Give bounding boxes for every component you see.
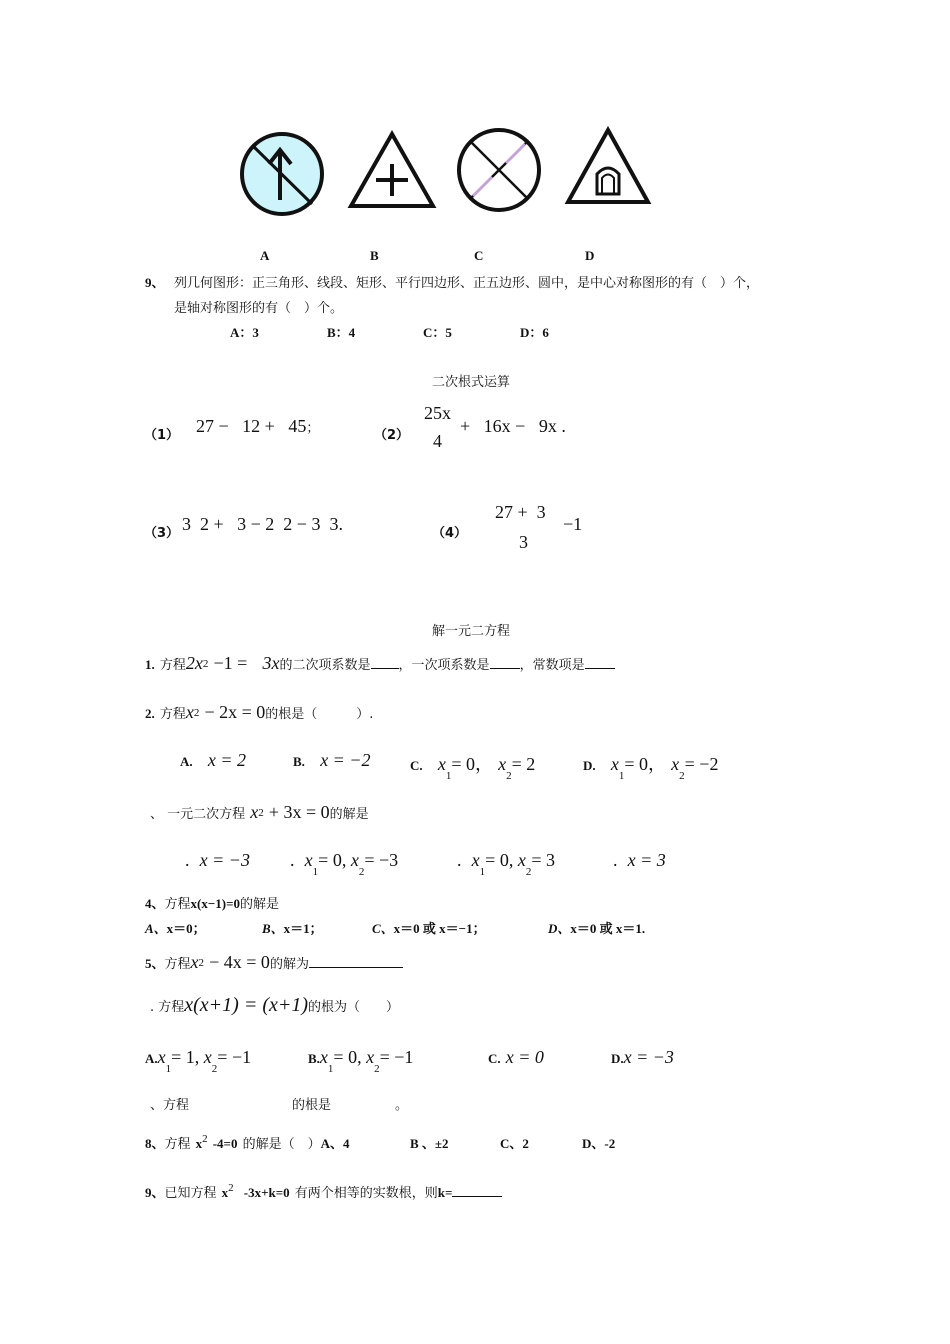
sign-b-crossroad-triangle [351, 134, 433, 206]
qd-q3-opt-d-expr: x = 3 [627, 850, 666, 870]
p1-end: ； [306, 421, 320, 436]
qd-q4-number: 4、 [145, 896, 165, 911]
qd-q2-number: 2 [145, 706, 152, 721]
qd-q4 [145, 893, 279, 912]
qd-q2-opt-d-label: D [583, 758, 593, 773]
qd-q6-opt-a-x1: x [157, 1047, 166, 1067]
q9-option-a: A：3 [230, 325, 259, 340]
qd-q2-opt-b-expr: x = −2 [320, 750, 371, 770]
qd-q3-opt-b: . $x_1= 0$, $x_2= -3$ [290, 850, 399, 878]
qd-q3-opt-c-v2: = 3 [531, 850, 555, 870]
qd-q8 [145, 1133, 349, 1152]
p4-denominator: 3 [519, 532, 528, 552]
sign-c-x-circle [459, 130, 539, 210]
qd-q4-opt-a-expr: x＝0； [166, 921, 206, 936]
qd-q6-opt-b-s2: 2 [374, 1063, 380, 1075]
qd-q4-opt-a-label: A、 [145, 921, 167, 936]
qd-q6-opt-b-x2: x [366, 1047, 375, 1067]
qd-q8-opt-c: C、2 [500, 1136, 529, 1151]
qd-q4-opt-b [262, 918, 323, 937]
qd-q5-expr-a: x [190, 952, 199, 972]
qd-q4-text: 的解是 [240, 897, 280, 912]
p1-term1: 27 [196, 416, 214, 436]
qd-q1-blank3[interactable] [585, 656, 615, 669]
qd-q1-sup: 2 [202, 658, 209, 670]
p1-op2: + [264, 416, 275, 436]
qd-q4-opt-d [548, 918, 645, 937]
qd-q2-sup: 2 [193, 707, 200, 719]
qd-q2-expr-a: x [185, 702, 194, 722]
qd-q3-opt-c-s2: 2 [525, 866, 532, 878]
qd-q2-opt-d-v2: = −2 [684, 754, 719, 774]
qd-q2-opt-d-s1: 1 [618, 770, 625, 782]
qd-q7-mid: 的根是 [292, 1098, 332, 1113]
qd-q2-expr-b: − 2x = 0 [204, 702, 266, 722]
qd-q2-opt-d-v1: = 0， [624, 754, 667, 774]
q9-number: 9、 [145, 275, 165, 290]
qd-q3-text: 的解是 [329, 807, 369, 822]
qd-q3-expr-a: x [250, 802, 259, 822]
radical-p3-expr [182, 514, 343, 535]
qd-q2-opt-b: B. x = −2 [293, 750, 371, 770]
p2-denominator: 4 [433, 431, 442, 451]
qd-q8-number: 8、 [145, 1136, 165, 1151]
qd-q3-opt-b-x2: x [350, 850, 359, 870]
qd-q1-pre: 方程 [159, 658, 186, 673]
qd-q6-opt-a [145, 1047, 251, 1075]
qd-q6-opt-a-v2: = −1 [217, 1047, 252, 1067]
qd-q9-expr-a: x [221, 1185, 229, 1200]
sign-label-b: B [370, 248, 379, 263]
p2-term3: 9x [538, 416, 557, 436]
qd-q8-expr-a: x [195, 1136, 203, 1151]
qd-q6-opt-a-s2: 2 [211, 1063, 218, 1075]
qd-q4-expr: x(x−1)=0 [190, 896, 241, 911]
qd-q4-opt-c-label: C、 [372, 921, 394, 936]
qd-q6 [150, 994, 399, 1017]
q9-option-d: D：6 [520, 325, 549, 340]
qd-q4-opt-a [145, 918, 206, 937]
qd-q3-opt-d: . x = 3 [613, 850, 666, 870]
qd-q3-opt-c-s1: 1 [479, 866, 486, 878]
qd-q2-opt-a: A. x = 2 [180, 750, 247, 770]
qd-q3-sup: 2 [258, 807, 264, 819]
qd-q1-blank2[interactable] [490, 656, 520, 669]
qd-q6-opt-b-v2: = −1 [379, 1047, 414, 1067]
qd-q9-expr-b: -3x+k=0 [243, 1185, 290, 1200]
p4-tail: −1 [563, 514, 583, 534]
qd-q6-opt-b-v1: = 0, [333, 1047, 367, 1067]
qd-q6-text: 的根为（ ） [308, 1000, 400, 1015]
qd-q1-expr-a: 2x [185, 653, 203, 673]
qd-q3 [150, 802, 369, 823]
qd-q2-opt-d-x1: x [610, 754, 619, 774]
qd-q6-opt-a-v1: = 1, [171, 1047, 204, 1067]
qd-q5-sup: 2 [198, 957, 205, 969]
qd-q8-expr-b: -4=0 [212, 1136, 238, 1151]
qd-q8-opt-a: A、4 [320, 1136, 350, 1151]
qd-q3-opt-c-x2: x [517, 850, 526, 870]
radical-p2-expr [460, 416, 566, 437]
qd-q3-opt-b-v2: = −3 [364, 850, 399, 870]
qd-q4-opt-b-label: B、 [262, 921, 284, 936]
sign-label-d: D [585, 248, 595, 263]
qd-q5-expr-b: − 4x = 0 [209, 952, 270, 972]
qd-q3-opt-b-s2: 2 [358, 866, 365, 878]
qd-q7-pre: 、方程 [150, 1098, 190, 1113]
qd-q2-opt-c-s1: 1 [445, 770, 452, 782]
q9-option-b: B：4 [327, 325, 356, 340]
qd-q6-opt-b-x1: x [319, 1047, 328, 1067]
qd-q2-opt-d: D. $x_1= 0$， $x_2= -2$ [583, 754, 719, 782]
qd-q6-opt-a-label: A. [145, 1051, 158, 1066]
qd-q6-opt-c [488, 1047, 544, 1068]
q9-option-c: C：5 [423, 325, 452, 340]
qd-q1-text3: ，常数项是 [519, 658, 585, 673]
qd-q4-opt-c-expr: x＝0 或 x＝−1； [393, 921, 486, 936]
q9-line2: 是轴对称图形的有（ ）个。 [174, 301, 344, 316]
qd-q8-sup: 2 [202, 1133, 208, 1145]
sign-label-a: A [260, 248, 270, 263]
qd-q4-pre: 方程 [164, 897, 191, 912]
p2-end: . [561, 416, 566, 436]
sign-a-no-entry-arrow [242, 134, 322, 214]
qd-q3-opt-c-x1: x [471, 850, 480, 870]
qd-q6-pre: . 方程 [150, 1000, 185, 1015]
qd-q9-text: 有两个相等的实数根，则 [294, 1186, 438, 1201]
qd-q1-number: 1 [145, 657, 152, 672]
qd-q3-opt-b-v1: = 0, [318, 850, 351, 870]
qd-q6-expr: x(x+1) = (x+1) [184, 994, 309, 1016]
qd-q2-opt-c-x2: x [498, 754, 507, 774]
sign-d-tunnel-triangle [568, 130, 648, 202]
qd-q1-expr-c: 3x [262, 653, 280, 673]
qd-q6-opt-c-label: C. [488, 1051, 501, 1066]
radical-p1-label: （1） [144, 428, 180, 443]
qd-q2-opt-d-s2: 2 [679, 770, 685, 782]
radical-p4-label: （4） [432, 526, 468, 541]
p1-term2: 12 [242, 416, 261, 436]
qd-q5-text: 的解为 [269, 957, 309, 972]
qd-q2-opt-c-s2: 2 [506, 770, 512, 782]
qd-q6-opt-d-expr: x = −3 [623, 1047, 674, 1067]
qd-q3-opt-b-x1: x [304, 850, 313, 870]
qd-q9-number: 9、 [145, 1185, 165, 1200]
qd-q9-k: k= [437, 1185, 453, 1200]
p3-end: . [338, 514, 343, 534]
qd-q2: 2. 方程x2 − 2x = 0的根是（ ）. [145, 702, 374, 722]
qd-q3-opt-c: . $x_1= 0$, $x_2= 3$ [457, 850, 555, 878]
qd-q8-text: 的解是（ ） [242, 1137, 321, 1152]
radical-p1-expr [196, 416, 319, 437]
p2-term2: 16x [483, 416, 511, 436]
qd-q6-opt-d-label: D. [611, 1051, 624, 1066]
q9-line1: 列几何图形：正三角形、线段、矩形、平行四边形、正五边形、圆中，是中心对称图形的有（ ）个， [174, 276, 760, 291]
qd-q6-opt-b-s1: 1 [327, 1063, 334, 1075]
radical-p2-label: （2） [374, 428, 410, 443]
qd-q1-expr-b: −1 = [213, 653, 248, 673]
qd-q4-opt-b-expr: x＝1； [283, 921, 323, 936]
qd-q2-opt-d-x2: x [671, 754, 680, 774]
qd-q8-opt-d: D、-2 [582, 1136, 616, 1151]
qd-q2-opt-c-v2: = 2 [511, 754, 536, 774]
qd-q6-opt-d [611, 1047, 674, 1068]
qd-q8-opt-b: B 、±2 [410, 1136, 449, 1151]
qd-q4-opt-d-expr: x＝0 或 x＝1. [570, 921, 646, 936]
qd-q5-number: 5、 [145, 956, 165, 971]
qd-q1: 1. 方程2x2 −1 = 3x的二次项系数是 ，一次项系数是 ，常数项是 [145, 653, 615, 674]
qd-q9 [145, 1182, 502, 1201]
qd-q4-opt-d-label: D、 [548, 921, 571, 936]
qd-q5-blank[interactable] [309, 955, 403, 968]
p4-numerator: 27 + 3 [495, 502, 546, 522]
p3-expr-text: 3 2 + 3 − 2 2 − 3 3 [182, 514, 339, 534]
qd-q9-sup: 2 [228, 1182, 234, 1194]
p2-op1: + [460, 416, 471, 436]
quadratic-title: 解一元二方程 [432, 624, 511, 639]
qd-q6-opt-a-s1: 1 [165, 1063, 172, 1075]
qd-q2-text: 的根是（ ）. [265, 707, 374, 722]
qd-q2-opt-c-v1: = 0， [451, 754, 494, 774]
p2-numerator: 25x [424, 403, 451, 423]
qd-q8-pre: 方程 [164, 1137, 191, 1152]
qd-q3-pre: 、 一元二次方程 [150, 807, 246, 822]
p1-term3: 45 [288, 416, 307, 436]
qd-q6-opt-a-x2: x [203, 1047, 212, 1067]
qd-q1-text2: ，一次项系数是 [398, 658, 490, 673]
qd-q5 [145, 952, 403, 973]
qd-q3-opt-b-s1: 1 [312, 866, 319, 878]
traffic-signs-figure [230, 118, 660, 218]
p1-op1: − [218, 416, 229, 436]
sign-label-c: C [474, 248, 484, 263]
radicals-title: 二次根式运算 [432, 375, 511, 390]
qd-q3-opt-a: . x = −3 [185, 850, 250, 870]
qd-q4-opt-c [372, 918, 486, 937]
radical-p3-label: （3） [144, 526, 180, 541]
qd-q3-opt-a-expr: x = −3 [199, 850, 250, 870]
qd-q2-opt-a-expr: x = 2 [207, 750, 247, 770]
qd-q9-blank[interactable] [452, 1184, 502, 1197]
qd-q7-end: 。 [395, 1098, 409, 1113]
qd-q1-text1: 的二次项系数是 [279, 658, 371, 673]
qd-q2-pre: 方程 [159, 707, 186, 722]
qd-q2-opt-c: C. $x_1= 0$， $x_2= 2$ [410, 754, 536, 782]
qd-q2-opt-a-label: A [180, 754, 190, 769]
qd-q2-opt-c-label: C [410, 758, 420, 773]
qd-q5-pre: 方程 [164, 957, 191, 972]
qd-q2-opt-c-x1: x [437, 754, 446, 774]
qd-q6-opt-b-label: B. [308, 1051, 320, 1066]
qd-q9-pre: 已知方程 [164, 1186, 217, 1201]
qd-q3-expr-b: + 3x = 0 [268, 802, 330, 822]
qd-q6-opt-c-expr: x = 0 [505, 1047, 544, 1067]
p2-op2: − [515, 416, 526, 436]
qd-q3-opt-c-v1: = 0, [485, 850, 518, 870]
qd-q2-opt-b-label: B [293, 754, 302, 769]
qd-q1-blank1[interactable] [371, 656, 399, 669]
qd-q6-opt-b [308, 1047, 413, 1075]
